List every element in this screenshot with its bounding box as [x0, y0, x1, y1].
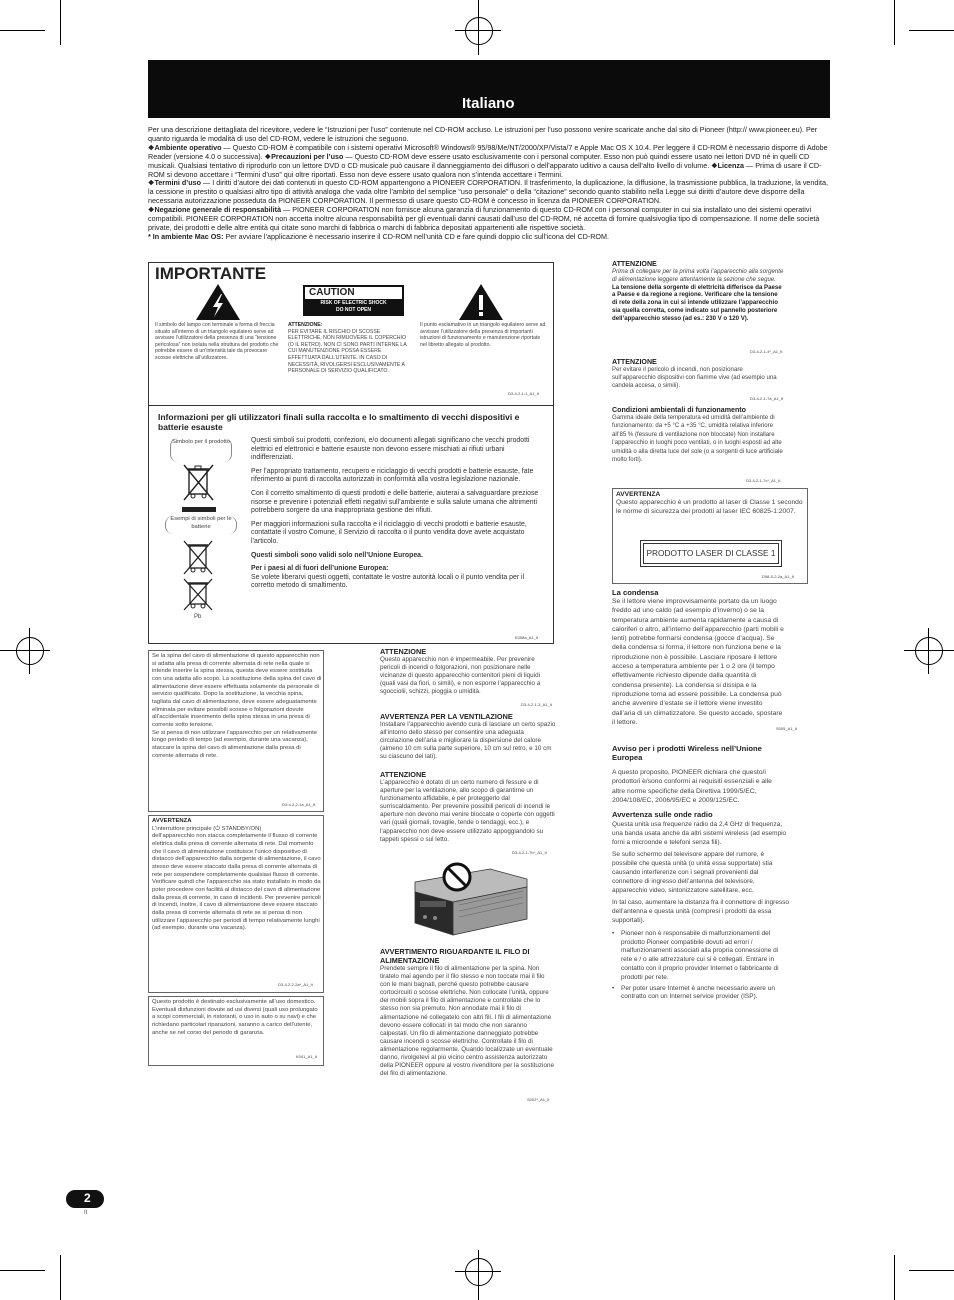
page-number: 2 [84, 1191, 91, 1205]
col3-a7-p3: In tal caso, aumentare la distanza fra il connettore di ingresso dell’antenna e questa unità (compresi i prodotti da essa supportati). [612, 899, 790, 924]
col1-box2-title: AVVERTENZA [152, 818, 192, 824]
exclamation-symbol-text: Il punto esclamativo in un triangolo equilatero serve ad avvisare l’utilizzatore della presenza di importanti istruzioni di funzionamento e manutenzione riportate nel libretto allegato al prodotto. [420, 322, 546, 348]
intro-p2b-text: — Questo CD-ROM deve essere usato esclusivamente con i personal computer. Esso non può quindi essere usato nei lettori DVD né in quelli CD musicali. Qualsiasi tentativo di riprodurlo con un lettore DVD o CD musicale può causare il danneggiamento dei diffusori o dell’apparato uditivo a causa dell’alto livello di volume. [148, 151, 810, 170]
col3-bullet-2 [612, 985, 790, 1003]
col2-section-3 [380, 770, 556, 844]
intro-p2-label: ❖Ambiente operativo [148, 142, 222, 152]
header-title: Italiano [462, 95, 515, 112]
lightning-symbol-text: Il simbolo del lampo con terminale a forma di freccia situato all’interno di un triangolo equilatero serve ad avvisare l’utilizzatore della presenza di una “tensione pericolosa” non isolata nella struttura del prodotto che potrebbe essere di un’intensità tale da provocare scosse elettriche all’utilizzatore. [155, 322, 279, 361]
col2-s2: Installare l’apparecchio avendo cura di lasciare un certo spazio all’intorno dello stesso per consentire una adeguata circolazione dell’aria e migliorare la dispersione del calore (almeno 10 cm sulla parte superiore, 10 cm sul retro, e 10 cm su ciascuno dei lati). [380, 721, 556, 761]
intro-p3-text: — I diritti d’autore dei dati contenuti in questo CD-ROM appartengono a PIONEER CORPORATION. Il trasferimento, la duplicazione, la diffusione, la trasmissione pubblica, la traduzione, la vendita, la cessione in prestito o qualsiasi altro tipo di attività analoga che vada oltre l’ambito del semplice “uso personale” o della “citazione” secondo quanto stabilito nella Legge sui diritti d’autore deve disporre della necessaria autorizzazione posseduta da PIONEER CORPORATION. Il permesso di usare questo CD-ROM è concesso in licenza da PIONEER CORPORATION. [148, 178, 828, 206]
intro-p2b-label: ❖Precauzioni per l’uso [262, 151, 344, 161]
col2-s4-title: AVVERTIMENTO RIGUARDANTE IL FILO DI ALIMENTAZIONE [380, 947, 530, 965]
weee-p1: Questi simboli sui prodotti, confezioni, e/o documenti allegati significano che vecchi prodotti elettrici ed elettronici e batterie esauste non devono essere mischiati ai rifiuti urbani indifferenziati. [251, 437, 530, 462]
importante-code: D3-4-2-1-1_A1_It [508, 391, 539, 396]
col1-code2: D3-4-2-2-2a*_A1_It [278, 982, 313, 987]
importante-title: IMPORTANTE [155, 264, 267, 283]
col2-s1: Questo apparecchio non è impermeabile. Per prevenire pericoli di incendi o folgorazioni, non posizionare nelle vicinanze di questo apparecchio contenitori pieni di liquidi (quali vasi da fiori, o simili), e non esporre l’apparecchio a sgocciolii, schizzi, pioggia o umidità. [380, 656, 541, 696]
intro-p3-label: ❖Termini d’uso [148, 178, 202, 188]
col2-s4: Prendete sempre il filo di alimentazione per la spina. Non tiratelo mai agendo per il filo stesso e non toccate mai il filo con le mani bagnati, perché questo potrebbe causare cortocircuiti o scosse elettriche. Non collocate l’unità, oppure dei mobili sopra il filo di alimentazione e controllate che lo stesso non sia premuto. Non annodate mai il filo di alimentazione né collegatelo con altri fili. I fili di alimentazione devono essere collocati in tal modo che non saranno calpestati. Un filo di alimentazione danneggiato potrebbe causare incendi o scosse elettriche. Controllate il filo di alimentazione regolarmente. Quando localizzate un eventuale danno, rivolgetevi al più vicino centro assistenza autorizzato della PIONEER oppure al vostro rivenditore per la sostituzione del filo di alimentazione. [380, 965, 554, 1078]
weee-p6: Se volete liberarvi questi oggetti, contattate le vostre autorità locali o il punto vendita per il corretto metodo di smaltimento. [251, 573, 525, 590]
col2-code1: D3-4-2-1-3_A1_It [521, 702, 552, 707]
col1-code1: D3-4-2-2-1a_A1_It [282, 802, 316, 807]
weee-p2: Per l’appropriato trattamento, recupero e riciclaggio di vecchi prodotti e batterie esauste, fate riferimento ai punti di raccolta autorizzati in conformità alla vostra legislazione nazionale. [251, 467, 534, 484]
importante-divider [148, 405, 554, 406]
col3-a1-italic: Prima di collegare per la prima volta l’apparecchio alla sorgente di alimentazione leggere attentamente la sezione che segue. [612, 268, 784, 283]
col3-bullet-1-text: Pioneer non è responsabile di malfunzionamenti del prodotto Pioneer compatibile dovuti ad errori / malfunzionamenti associati alla propria connessione di rete e / o alle attrezzature cui si è collegati. Entrare in contatto con il proprio provider Internet o fabbricante di prodotti per rete. [621, 929, 779, 981]
caution-text-label: ATTENZIONE: [288, 322, 323, 328]
weee-pb-label: Pb [194, 614, 202, 620]
col3-code5: S005_A1_It [776, 726, 797, 731]
intro-p2-text: — Questo CD-ROM è compatibile con i sistemi operativi Microsoft® Windows® 95/98/Me/NT/2000/XP/Vista/7 e Apple Mac OS X 10.4. Per leggere il CD-ROM è necessario disporre di Adobe Reader (versione 4.0 o successiva). [148, 142, 828, 161]
col3-a6 [612, 744, 784, 805]
caution-text [288, 322, 410, 375]
col3-a3-title: Condizioni ambientali di funzionamento [612, 406, 746, 414]
col2-code3: S002*_A1_It [527, 1097, 550, 1102]
crossed-bin-battery-icon-2 [179, 578, 219, 614]
col1-box2-body: dell’apparecchio non stacca completamente il flusso di corrente elettrica dalla presa di corrente alternata di rete. Dal momento che il cavo di alimentazione costituisce l’unico dispositivo di distacco dell’apparecchio dalla sorgente di alimentazione, il cavo stesso deve essere staccato dalla presa di corrente alternata di rete per sospendere completamente qualsiasi flusso di corrente. Verificare quindi che l’apparecchio sia stato installato in modo da poter procedere con facilità al distacco del cavo di alimentazione dalla presa di corrente, in caso di incidenti. Per prevenire pericoli di incendi, inoltre, il cavo di alimentazione deve essere staccato dalla presa di corrente alternata di rete se si pensa di non utilizzare l’apparecchio per periodi di tempo relativamente lunghi (ad esempio, durante una vacanza). [152, 833, 321, 932]
crossed-bin-product-icon [179, 462, 219, 504]
col3-a2-text: Per evitare il pericolo di incendi, non posizionare sull’apparecchio dispositivi con fiamme vive (ad esempio una candela accesa, o simili). [612, 366, 777, 389]
intro-p2c-text: — Prima di usare il CD-ROM si devono accettare i “Termini d’uso” qui oltre riportati. Esso non deve essere usato qualora non s’intenda accettare i Termini. [148, 160, 822, 179]
crossed-bin-battery-icon-1 [179, 538, 219, 578]
col3-a7 [612, 810, 790, 1002]
caution-sub-2: DO NOT OPEN [335, 306, 371, 313]
col3-a7-title: Avvertenza sulle onde radio [612, 810, 713, 819]
weee-text [251, 437, 546, 591]
col1-box1-p1: Se la spina del cavo di alimentazione di questo apparecchio non si adatta alla presa di corrente alternata di rete nella quale si intende inserire la spina stessa, questa deve essere sostituita con una adatta allo scopo. La sostituzione della spina del cavo di alimentazione deve essere effettuata solamente da personale di servizio qualificato. Dopo la sostituzione, la vecchia spina, tagliata dal cavo di alimentazione, deve essere adeguatamente eliminata per evitare possibili scosse o folgorazioni dovute all’accidentale inserimento della spina stessa in una presa di corrente sotto tensione. [152, 653, 322, 728]
col3-a4-title: AVVERTENZA [616, 491, 661, 498]
intro-p4-text: — PIONEER CORPORATION non fornisce alcuna garanzia di funzionamento di questo CD-ROM con i personal computer in cui sia installato uno dei sistemi operativi compatibili. PIONEER CORPORATION non accetta inoltre alcuna responsabilità per gli eventuali danni causati dall’uso del CD-ROM, né accetta di fornire qualsivoglia tipo di compensazione. Il nome delle società private, dei prodotti e delle altre entità qui citate sono marchi di fabbrica o marchi di fabbrica depositati appartenenti alle rispettive società. [148, 205, 820, 232]
intro-p5 [148, 233, 830, 242]
col3-a6-title: Avviso per i prodotti Wireless nell’Unione Europea [612, 744, 762, 762]
weee-p4: Per maggiori informazioni sulla raccolta e il riciclaggio di vecchi prodotti e batterie esauste, contattate il vostro Comune, il Servizio di raccolta o il punto vendita dove avete acquistato l’articolo. [251, 520, 527, 545]
col3-a5-title: La condensa [612, 588, 659, 597]
col1-box3-text: Questo prodotto è destinato esclusivamente all’uso domestico. Eventuali disfunzioni dovute ad usi diversi (quali uso prolungato a scopi commerciali, in ristoranti, o uso in auto o su navi) e che richiedano particolari riparazioni, saranno a carico dell’utente, anche se nel corso del periodo di garanzia. [152, 999, 318, 1036]
weee-p3: Con il corretto smaltimento di questi prodotti e delle batterie, aiuterai a salvaguardare preziose risorse e prevenire i potenziali effetti negativi sull’ambiente e sulla salute umana che altrimenti potrebbero sorgere da una inappropriata gestione dei rifiuti. [251, 489, 539, 515]
col2-s3: L’apparecchio è dotato di un certo numero di fessure e di aperture per la ventilazione, allo scopo di garantirne un funzionamento affidabile, e per proteggerlo dal surriscaldamento. Per prevenire possibili pericoli di incendi le aperture non devono mai venire bloccate o coperte con oggetti vari (quali giornali, tovaglie, tende o tendaggi, ecc.), e l’apparecchio non deve essere utilizzato appoggiandolo su tappeti spessi o sul letto. [380, 779, 555, 843]
col3-a2-title: ATTENZIONE [612, 358, 657, 366]
laser-label: PRODOTTO LASER DI CLASSE 1 [643, 543, 779, 564]
weee-p5: Questi simboli sono validi solo nell’Unione Europea. [251, 551, 423, 559]
col3-a1-bold: La tensione della sorgente di elettricità differisce da Paese a Paese e da regione a regione. Verificare che la tensione di rete della zona in cui si intende utilizzare l’apparecchio sia quella corretta, come indicato sul pannello posteriore dell’apparecchio stesso (ad es.: 230 V o 120 V). [612, 283, 782, 322]
exclamation-warning-icon [458, 283, 504, 321]
weee-battery-label: Esempi di simboli per le batterie [165, 516, 237, 534]
col3-a7-p1: Questa unità usa frequenze radio da 2,4 GHz di frequenza, una banda usata anche da altri sistemi wireless (ad esempio forni a microonde e telefoni senza fili). [612, 821, 787, 846]
col3-a7-p2: Se sullo schermo del televisore appare del rumore, è possibile che questa unità (o unità essa supportate) stia causando interferenze con i segnali provenienti dal connettore di ingresso dell’antenna del televisore, apparecchio video, sintonizzatore satellitare, ecc. [612, 851, 773, 894]
intro-p4-label: ❖Negazione generale di responsabilità [148, 205, 282, 215]
intro-p2c-label: ❖Licenza [709, 160, 745, 170]
col3-bullet-1 [612, 930, 790, 983]
col1-box1-p2: Se si pensa di non utilizzare l’apparecchio per un relativamente lungo periodo di tempo (ad esempio, durante una vacanza), staccare la spina del cavo di alimentazione dalla presa di corrente alternata di rete. [152, 729, 318, 759]
col3-code3: D3-4-2-1-7c*_A1_It [746, 478, 781, 483]
caution-sub [303, 300, 404, 313]
col3-a2 [612, 358, 784, 389]
col3-code2: D3-4-2-1-7a_A1_It [750, 396, 784, 401]
col3-a6-text: A questo proposito, PIONEER dichiara che questo/i prodotto/i è/sono conformi ai requisiti essenziali e alle altre norme specifiche della Direttiva 1999/5/EC, 2004/108/EC, 2006/95/EC e 2009/125/EC. [612, 769, 772, 804]
col2-s2-title: AVVERTENZA PER LA VENTILAZIONE [380, 712, 513, 721]
intro-text [148, 126, 830, 242]
col3-code4: D58-5-2-2a_A1_It [762, 574, 794, 579]
weee-p6-title: Per i paesi al di fuori dell’unione Europea: [251, 565, 389, 573]
col1-code3: K041_A1_It [296, 1054, 317, 1059]
device-ventilation-illustration [405, 857, 535, 939]
col1-box2-text [152, 818, 322, 933]
col2-code2: D3-4-2-1-7b*_A1_It [512, 850, 547, 855]
intro-p4 [148, 206, 830, 233]
col2-section-4 [380, 947, 556, 1078]
intro-p5-text: Per avviare l’applicazione è necessario inserire il CD-ROM nell’unità CD e fare quindi doppio clic sull’icona del CD-ROM. [223, 231, 609, 241]
col3-code1: D3-4-2-1-4*_A1_It [750, 349, 783, 354]
page-language: It [84, 1210, 88, 1216]
caution-sub-1: RISK OF ELECTRIC SHOCK [320, 300, 387, 306]
col3-a3-text: Gamma ideale della temperatura ed umidità dell’ambiente di funzionamento: da +5 °C a +35 °C, umidità relativa inferiore all’85 % (fessure di ventilazione non bloccate) Non installare l’apparecchio in luoghi poco ventilati, o in luoghi esposti ad alte umidità o alla diretta luce del sole (o a sorgenti di luce artificiale molto forti). [612, 414, 783, 464]
weee-product-label: Simbolo per il prodotto [170, 438, 232, 462]
bullet-dot-icon: • [612, 984, 615, 992]
col1-box1-text [152, 653, 322, 760]
col2-section-2 [380, 712, 556, 761]
col2-s3-title: ATTENZIONE [380, 770, 427, 779]
col3-bullet-2-text: Per poter usare Internet è anche necessario avere un contratto con un Internet service provider (ISP). [621, 984, 775, 1001]
col1-box2-line1: L’interruttore principale (⏻ STANDBY/ON) [152, 825, 262, 832]
col3-a5 [612, 588, 784, 727]
caution-title: CAUTION [305, 287, 402, 299]
col3-a1-title: ATTENZIONE [612, 260, 657, 268]
caution-text-body: PER EVITARE IL RISCHIO DI SCOSSE ELETTRICHE, NON RIMUOVERE IL COPERCHIO (O IL RETRO). NON CI SONO PARTI INTERNE LA CUI MANUTENZIONE POSSA ESSERE EFFETTUATA DALL’UTENTE. IN CASO DI NECESSITÀ, RIVOLGERSI ESCLUSIVAMENTE A PERSONALE DI SERVIZIO QUALIFICATO. [288, 328, 407, 375]
weee-title: Informazioni per gli utilizzatori finali sulla raccolta e lo smaltimento di vecchi dispositivi e batterie esauste [158, 412, 520, 432]
col3-a1 [612, 260, 784, 323]
lightning-warning-icon [195, 283, 241, 321]
col3-a5-text: Se il lettore viene improvvisamente portato da un luogo freddo ad uno caldo (ad esempio d’inverno) o se la temperatura ambiente aumenta rapidamente a causa di caloriferi o altro, all’interno dell’apparecchio (parti mobili e lenti) potrebbe formarsi condensa (gocce d’acqua). Se della condensa si forma, il lettore non funziona bene e la riproduzione non è possibile. Lasciare riposare il lettore acceso a temperatura ambiente per 1 o 2 ore (il tempo effettivamente richiesto dipende dalla quantità di condensa presente). La condensa si dissipa e la riproduzione torna ad essere possibile. La condensa può anche avvenire d’estate se il lettore viene investito dall’aria di un climatizzatore. Se questo accade, spostare il lettore. [612, 598, 784, 726]
col2-s1-title: ATTENZIONE [380, 647, 427, 656]
intro-p1: Per una descrizione dettagliata del ricevitore, vedere le “Istruzioni per l’uso” contenute nel CD-ROM accluso. Le istruzioni per l’uso possono venire scaricate anche dal sito di Pioneer (http:// www.pioneer.eu). Per quanto riguarda le modalità di uso del CD-ROM, vedere le istruzioni che seguono. [148, 125, 818, 143]
intro-p5-label: * In ambiente Mac OS: [148, 231, 224, 241]
intro-p3 [148, 179, 830, 206]
weee-code: K058a_A1_It [515, 635, 539, 640]
col2-section [380, 647, 556, 696]
col3-a3 [612, 406, 787, 464]
intro-p2 [148, 144, 830, 180]
bullet-dot-icon: • [612, 929, 615, 937]
col3-a4 [616, 491, 804, 516]
col3-a4-text: Questo apparecchio è un prodotto al laser di Classe 1 secondo le norme di sicurezza dei prodotti al laser IEC 60825-1:2007. [616, 499, 803, 515]
bin-underline-bar [182, 507, 216, 512]
